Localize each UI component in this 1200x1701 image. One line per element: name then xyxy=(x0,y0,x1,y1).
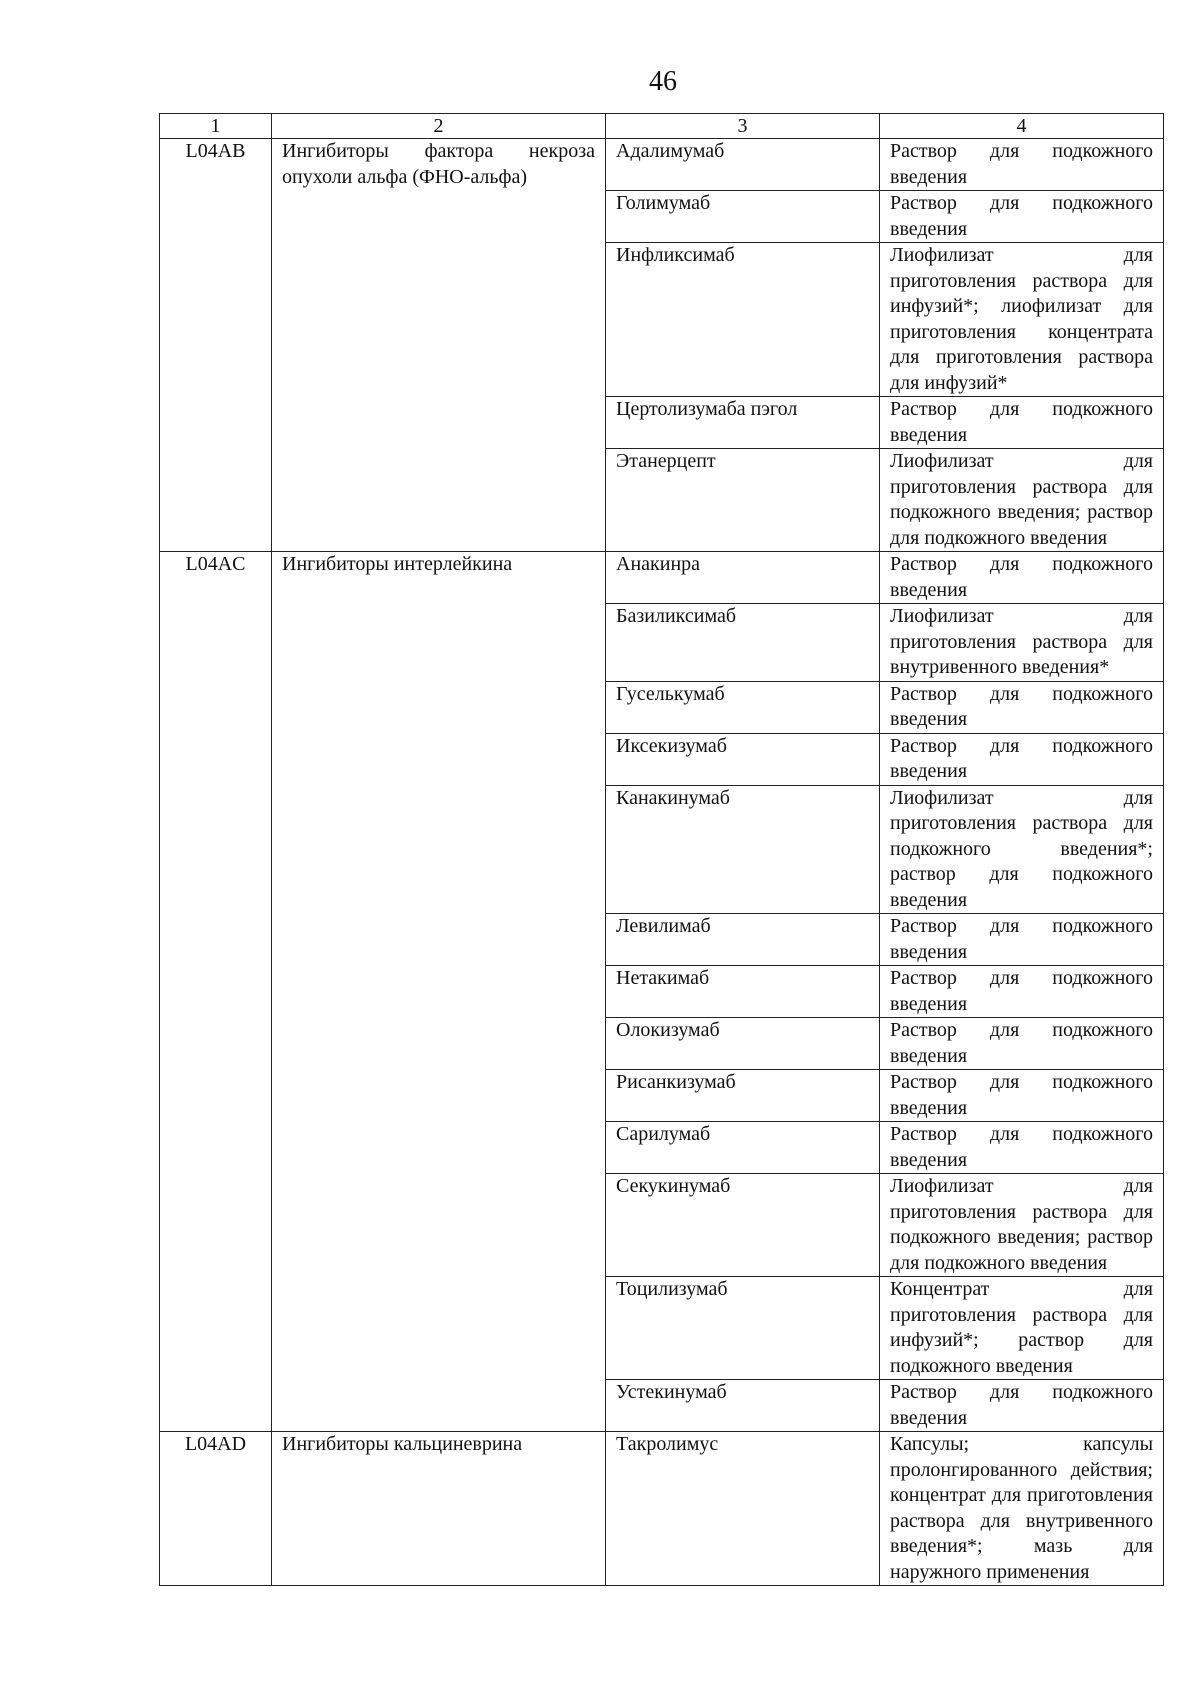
table-body xyxy=(160,139,1164,1586)
dosage-form-cell: Раствор для подкожного введения xyxy=(880,397,1164,449)
dosage-form-cell: Раствор для подкожного введения xyxy=(880,191,1164,243)
header-col-1: 1 xyxy=(160,114,272,139)
header-col-4: 4 xyxy=(880,114,1164,139)
group-name-cell: Ингибиторы фактора некроза опухоли альфа (ФНО-альфа) xyxy=(272,139,606,552)
dosage-form-cell: Раствор для подкожного введения xyxy=(880,733,1164,785)
page-number: 46 xyxy=(649,66,677,97)
dosage-form-cell: Концентрат для приготовления раствора для инфузий*; раствор для подкожного введения xyxy=(880,1277,1164,1380)
dosage-form-cell: Раствор для подкожного введения xyxy=(880,552,1164,604)
drug-table xyxy=(159,113,1164,1586)
table-row xyxy=(160,552,1164,604)
dosage-form-cell: Раствор для подкожного введения xyxy=(880,1122,1164,1174)
drug-name-cell: Канакинумаб xyxy=(606,785,880,914)
group-name-cell: Ингибиторы кальциневрина xyxy=(272,1432,606,1586)
dosage-form-cell: Раствор для подкожного введения xyxy=(880,914,1164,966)
drug-name-cell: Анакинра xyxy=(606,552,880,604)
dosage-form-cell: Раствор для подкожного введения xyxy=(880,1070,1164,1122)
dosage-form-cell: Лиофилизат для приготовления раствора для подкожного введения; раствор для подкожного введения xyxy=(880,1174,1164,1277)
drug-name-cell: Нетакимаб xyxy=(606,966,880,1018)
drug-name-cell: Устекинумаб xyxy=(606,1380,880,1432)
dosage-form-cell: Лиофилизат для приготовления раствора для подкожного введения; раствор для подкожного введения xyxy=(880,449,1164,552)
drug-name-cell: Сарилумаб xyxy=(606,1122,880,1174)
header-col-3: 3 xyxy=(606,114,880,139)
drug-name-cell: Этанерцепт xyxy=(606,449,880,552)
drug-name-cell: Левилимаб xyxy=(606,914,880,966)
dosage-form-cell: Капсулы; капсулы пролонгированного действия; концентрат для приготовления раствора для внутривенного введения*; мазь для наружного применения xyxy=(880,1432,1164,1586)
drug-name-cell: Адалимумаб xyxy=(606,139,880,191)
drug-name-cell: Олокизумаб xyxy=(606,1018,880,1070)
drug-name-cell: Цертолизумаба пэгол xyxy=(606,397,880,449)
drug-name-cell: Иксекизумаб xyxy=(606,733,880,785)
table-row xyxy=(160,1432,1164,1586)
dosage-form-cell: Раствор для подкожного введения xyxy=(880,681,1164,733)
header-col-2: 2 xyxy=(272,114,606,139)
dosage-form-cell: Раствор для подкожного введения xyxy=(880,1380,1164,1432)
drug-name-cell: Базиликсимаб xyxy=(606,604,880,682)
header-row xyxy=(160,114,1164,139)
drug-name-cell: Тоцилизумаб xyxy=(606,1277,880,1380)
dosage-form-cell: Лиофилизат для приготовления раствора для инфузий*; лиофилизат для приготовления концентрата для приготовления раствора для инфузий* xyxy=(880,243,1164,397)
drug-name-cell: Голимумаб xyxy=(606,191,880,243)
dosage-form-cell: Раствор для подкожного введения xyxy=(880,139,1164,191)
dosage-form-cell: Лиофилизат для приготовления раствора для подкожного введения*; раствор для подкожного введения xyxy=(880,785,1164,914)
atc-code-cell: L04AB xyxy=(160,139,272,552)
atc-code-cell: L04AD xyxy=(160,1432,272,1586)
drug-name-cell: Секукинумаб xyxy=(606,1174,880,1277)
drug-name-cell: Такролимус xyxy=(606,1432,880,1586)
table-row xyxy=(160,139,1164,191)
drug-name-cell: Инфликсимаб xyxy=(606,243,880,397)
drug-name-cell: Гуселькумаб xyxy=(606,681,880,733)
dosage-form-cell: Раствор для подкожного введения xyxy=(880,1018,1164,1070)
atc-code-cell: L04AC xyxy=(160,552,272,1432)
drug-name-cell: Рисанкизумаб xyxy=(606,1070,880,1122)
dosage-form-cell: Раствор для подкожного введения xyxy=(880,966,1164,1018)
dosage-form-cell: Лиофилизат для приготовления раствора для внутривенного введения* xyxy=(880,604,1164,682)
group-name-cell: Ингибиторы интерлейкина xyxy=(272,552,606,1432)
